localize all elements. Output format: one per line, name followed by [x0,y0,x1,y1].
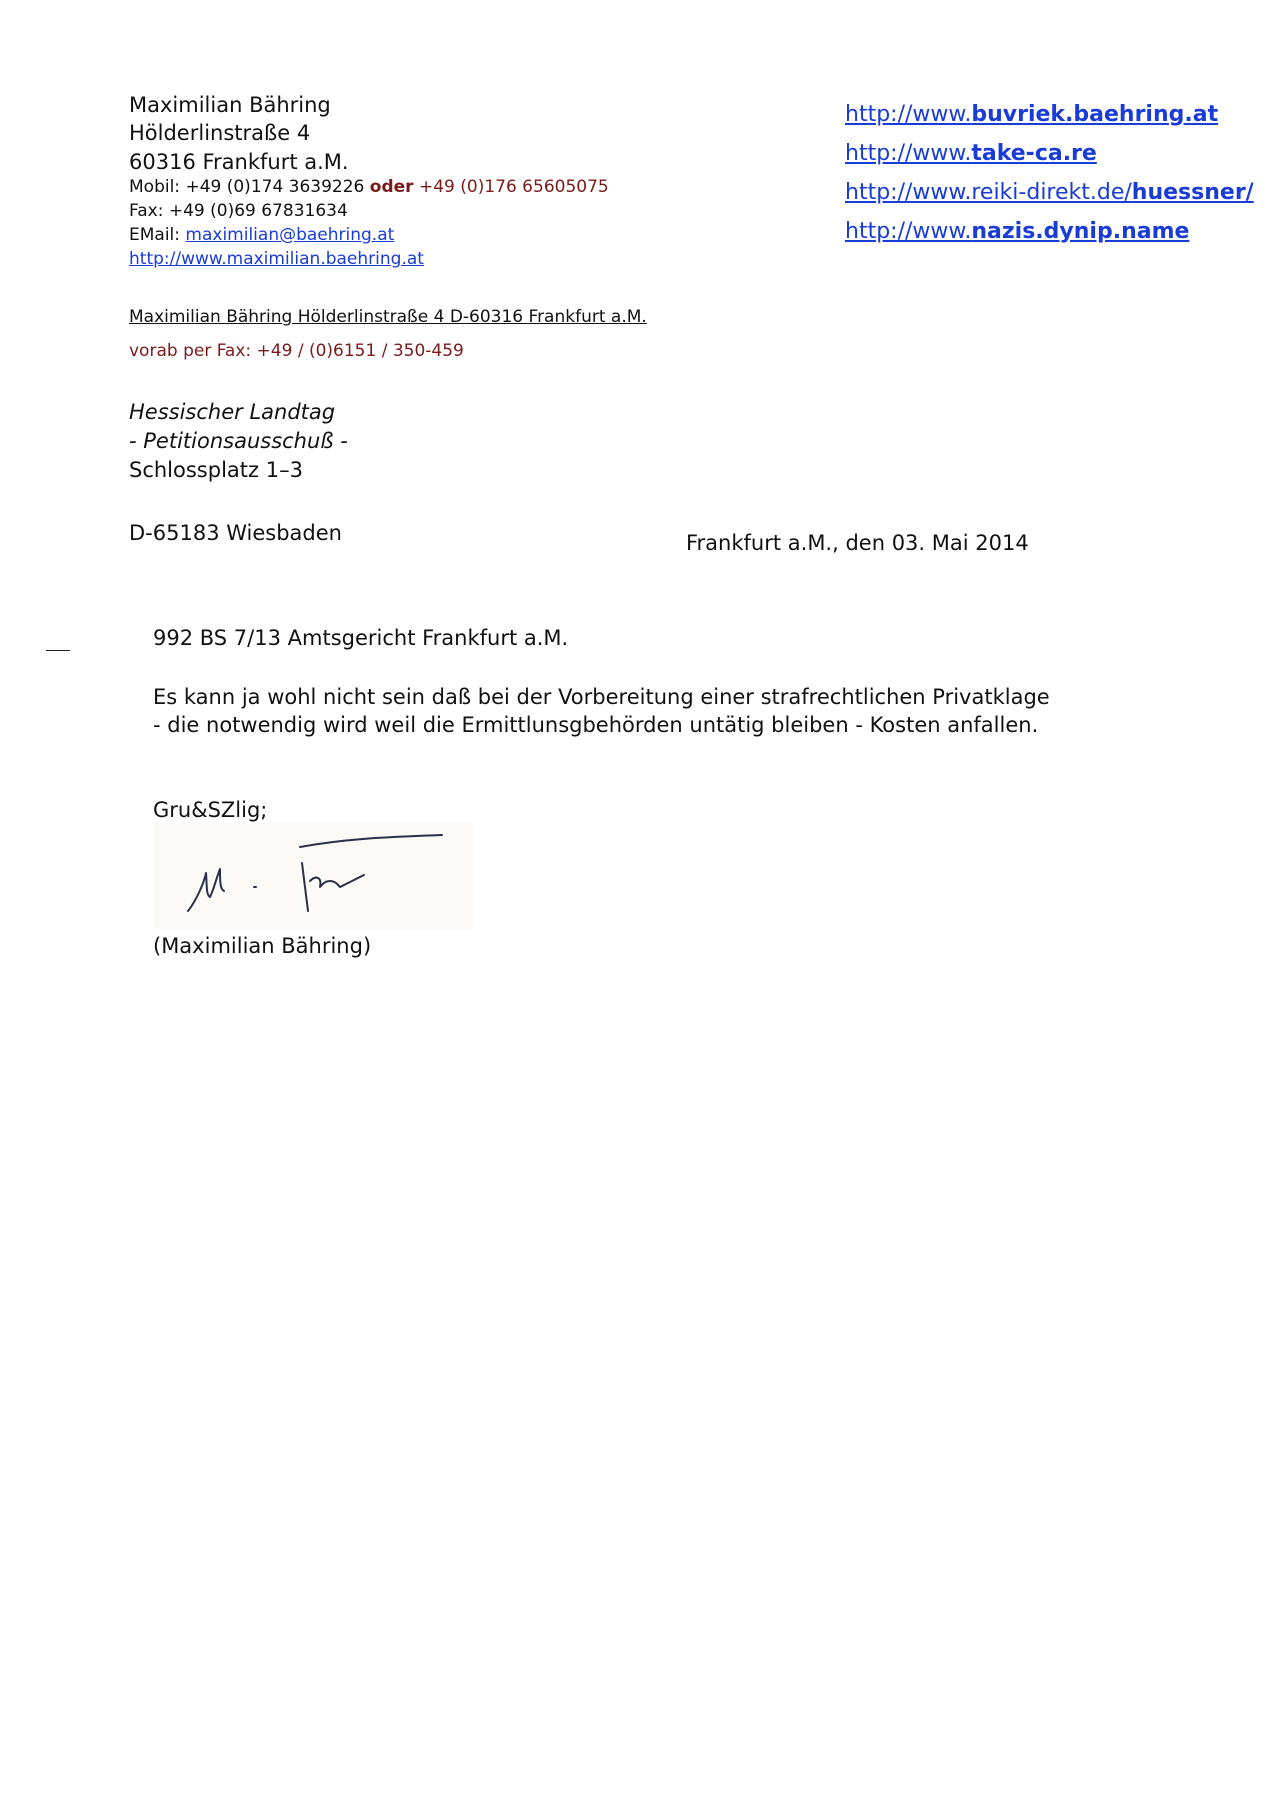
mobile-number-1: +49 (0)174 3639226 [185,177,365,197]
sender-name: Maximilian Bähring [129,93,331,117]
weblink-nazis[interactable] [845,217,1189,247]
weblink-domain: take-ca.re [971,141,1097,166]
website-link[interactable]: http://www.maximilian.baehring.at [129,249,424,269]
body-line-1: Es kann ja wohl nicht sein daß bei der Vorbereitung einer strafrechtlichen Privatklage [153,685,1050,709]
weblink-take-care[interactable] [845,139,1097,169]
fax-number: +49 (0)69 67831634 [168,201,348,221]
website-line [129,247,424,271]
email-link[interactable]: maximilian@baehring.at [185,225,395,245]
weblink-prefix: http://www. [845,219,972,244]
recipient-line-4: D-65183 Wiesbaden [129,521,342,545]
fax-label: Fax: [129,201,164,221]
mobile-label: Mobil: [129,177,181,197]
weblink-reiki[interactable] [845,178,1254,208]
date-line: Frankfurt a.M., den 03. Mai 2014 [686,531,1029,555]
sender-street: Hölderlinstraße 4 [129,121,311,145]
fold-mark [46,650,70,651]
mobile-or: oder [369,177,414,197]
closing-line: Gru&SZlig; [153,798,268,822]
weblink-path: huessner/ [1131,180,1254,205]
signature-icon [154,823,474,929]
email-line [129,223,394,247]
body-line-2: - die notwendig wird weil die Ermittlunsgbehörden untätig bleiben - Kosten anfallen. [153,713,1039,737]
reference-line: 992 BS 7/13 Amtsgericht Frankfurt a.M. [153,626,569,650]
recipient-line-3: Schlossplatz 1–3 [129,458,303,482]
weblink-prefix: http://www. [845,141,972,166]
weblink-prefix: http://www.reiki-direkt.de/ [845,180,1132,205]
weblink-domain: buvriek.baehring.at [971,102,1219,127]
email-label: EMail: [129,225,180,245]
mobile-line [129,175,609,199]
weblink-prefix: http://www. [845,102,972,127]
signature-name: (Maximilian Bähring) [153,934,372,958]
fax-note: vorab per Fax: +49 / (0)6151 / 350-459 [129,341,464,361]
signature-image [154,823,474,929]
recipient-line-2: - Petitionsausschuß - [129,429,348,453]
mobile-number-2: +49 (0)176 65605075 [418,177,609,197]
fax-line [129,199,348,223]
weblink-buvriek[interactable] [845,100,1218,130]
return-address: Maximilian Bähring Hölderlinstraße 4 D-60316 Frankfurt a.M. [129,307,647,327]
sender-city: 60316 Frankfurt a.M. [129,150,349,174]
recipient-line-1: Hessischer Landtag [129,400,336,424]
weblink-domain: nazis.dynip.name [971,219,1190,244]
